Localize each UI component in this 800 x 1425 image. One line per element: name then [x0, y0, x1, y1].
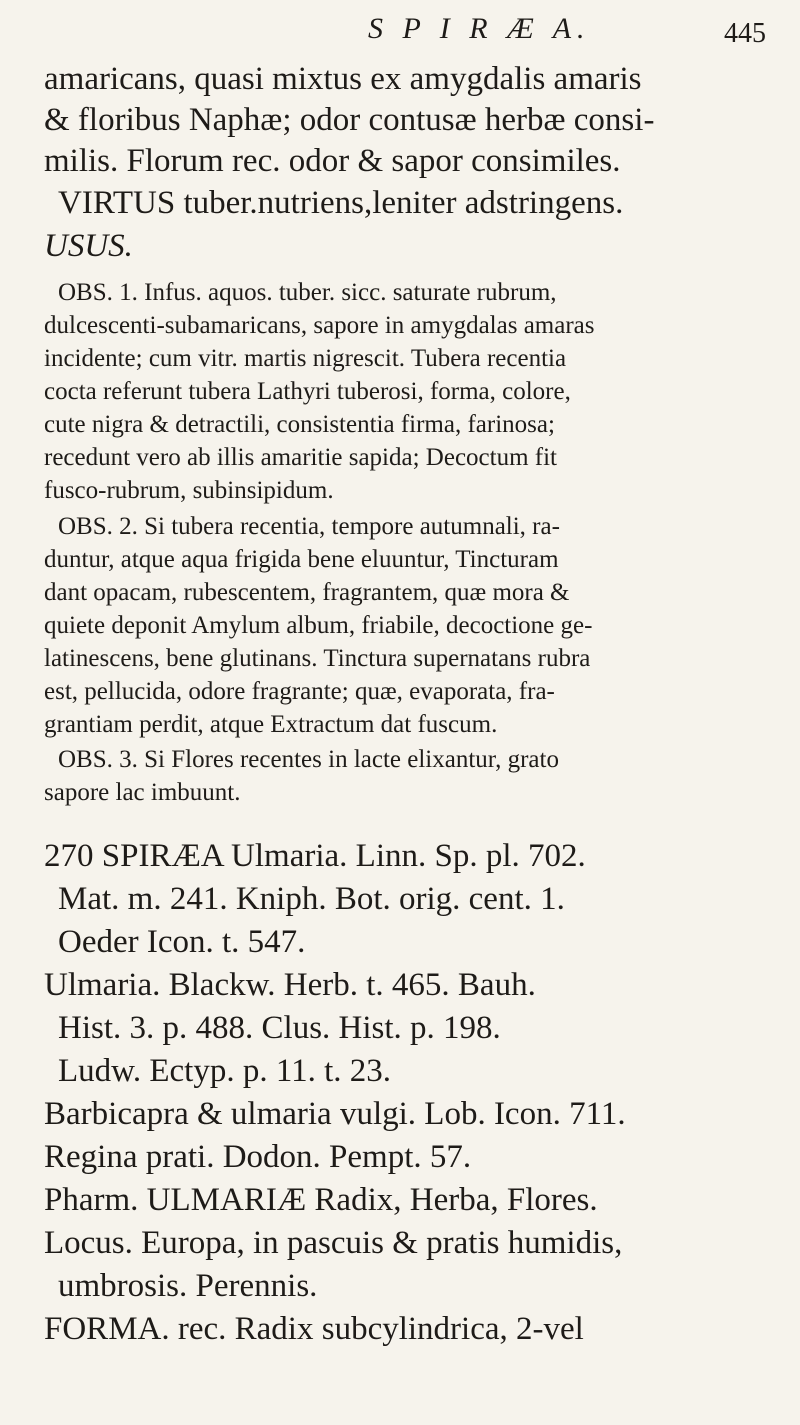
- text-line: est, pellucida, odore fragrante; quæ, evaporata, fra-: [44, 678, 555, 705]
- text-line: Locus. Europa, in pascuis & pratis humidis,: [44, 1225, 623, 1261]
- text-line: Ludw. Ectyp. p. 11. t. 23.: [58, 1053, 392, 1089]
- text-line: Pharm. ULMARIÆ Radix, Herba, Flores.: [44, 1182, 598, 1218]
- text-line: umbrosis. Perennis.: [58, 1268, 318, 1304]
- text-line: recedunt vero ab illis amaritie sapida; Decoctum fit: [44, 444, 558, 471]
- page-header: [0, 8, 800, 56]
- text-line: & floribus Naphæ; odor contusæ herbæ consi-: [44, 102, 655, 138]
- text-line: Oeder Icon. t. 547.: [58, 924, 306, 960]
- text-line: cute nigra & detractili, consistentia firma, farinosa;: [44, 411, 555, 438]
- text-line: amaricans, quasi mixtus ex amygdalis amaris: [44, 61, 642, 97]
- text-line: dant opacam, rubescentem, fragrantem, quæ mora &: [44, 579, 570, 606]
- text-line: grantiam perdit, atque Extractum dat fuscum.: [44, 711, 498, 738]
- text-line: OBS. 3. Si Flores recentes in lacte elixantur, grato: [58, 746, 559, 773]
- text-line: Ulmaria. Blackw. Herb. t. 465. Bauh.: [44, 967, 536, 1003]
- text-line: dulcescenti-subamaricans, sapore in amygdalas amaras: [44, 312, 595, 339]
- text-line: duntur, atque aqua frigida bene eluuntur, Tincturam: [44, 546, 559, 573]
- text-line: sapore lac imbuunt.: [44, 779, 241, 806]
- text-line: Regina prati. Dodon. Pempt. 57.: [44, 1139, 472, 1175]
- page-number: 445: [724, 18, 766, 49]
- text-line: VIRTUS tuber.nutriens,leniter adstringens.: [58, 185, 624, 221]
- section-heading-usus: USUS.: [44, 228, 133, 264]
- text-line: Barbicapra & ulmaria vulgi. Lob. Icon. 711.: [44, 1096, 626, 1132]
- running-head: S P I R Æ A.: [368, 12, 591, 45]
- text-line: OBS. 2. Si tubera recentia, tempore autumnali, ra-: [58, 513, 560, 540]
- text-line: Mat. m. 241. Kniph. Bot. orig. cent. 1.: [58, 881, 565, 917]
- text-line: quiete deponit Amylum album, friabile, decoctione ge-: [44, 612, 593, 639]
- text-line: latinescens, bene glutinans. Tinctura supernatans rubra: [44, 645, 591, 672]
- text-line: fusco-rubrum, subinsipidum.: [44, 477, 334, 504]
- text-line: FORMA. rec. Radix subcylindrica, 2-vel: [44, 1311, 584, 1347]
- text-line: cocta referunt tubera Lathyri tuberosi, forma, colore,: [44, 378, 571, 405]
- text-line: Hist. 3. p. 488. Clus. Hist. p. 198.: [58, 1010, 501, 1046]
- text-line: OBS. 1. Infus. aquos. tuber. sicc. saturate rubrum,: [58, 279, 557, 306]
- text-line: milis. Florum rec. odor & sapor consimiles.: [44, 143, 621, 179]
- entry-heading: 270 SPIRÆA Ulmaria. Linn. Sp. pl. 702.: [44, 838, 586, 874]
- text-line: incidente; cum vitr. martis nigrescit. Tubera recentia: [44, 345, 567, 372]
